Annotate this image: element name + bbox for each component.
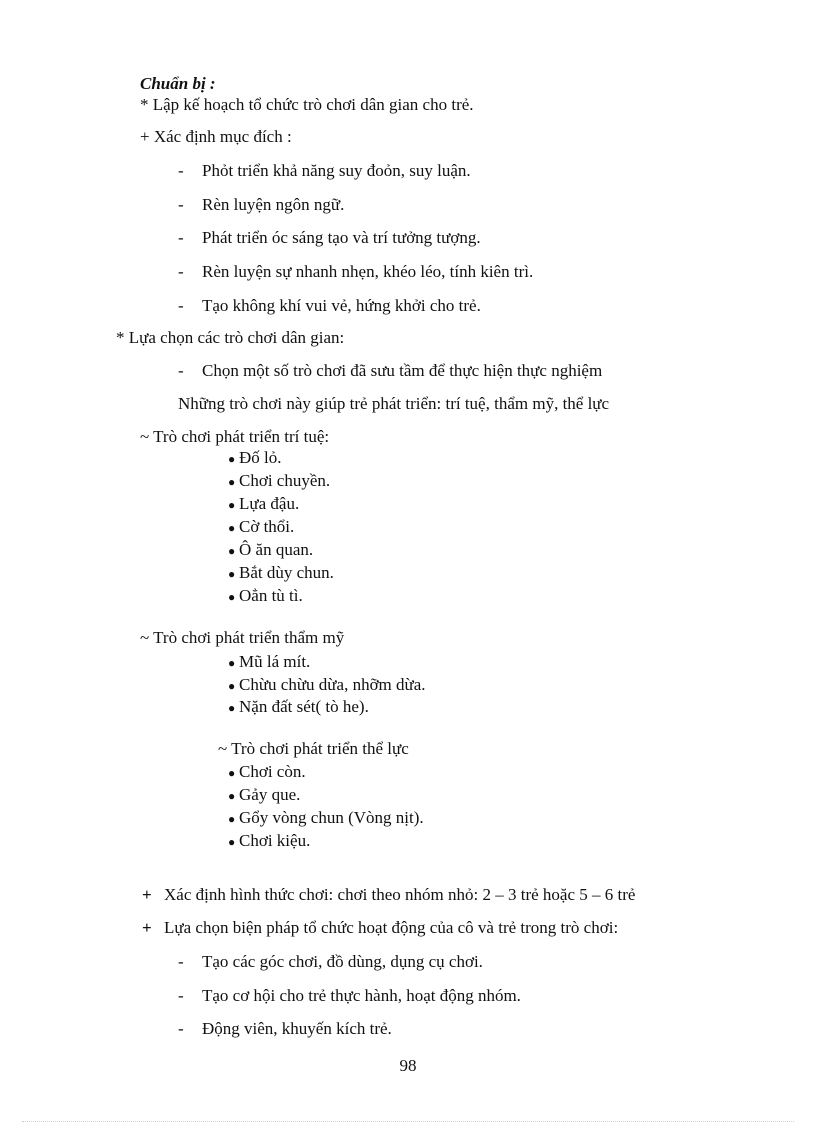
bullet-icon: ● — [228, 521, 236, 535]
method-text: Tạo cơ hội cho trẻ thực hành, hoạt động nhóm. — [202, 986, 521, 1005]
intellect-item: ● Bắt dùy chun. — [228, 563, 334, 582]
bullet-icon: ● — [228, 452, 236, 466]
bullet-icon: ● — [228, 544, 236, 558]
purpose-item — [178, 262, 533, 282]
bullet-icon: ● — [228, 812, 236, 826]
bullet-icon: ● — [228, 498, 236, 512]
method-text: Động viên, khuyến kích trẻ. — [202, 1019, 392, 1038]
bullet-icon: ● — [228, 701, 236, 715]
purpose-item — [178, 296, 481, 316]
play-form-text: Xác định hình thức chơi: chơi theo nhóm nhỏ: 2 – 3 trẻ hoặc 5 – 6 trẻ — [164, 885, 636, 904]
play-form-line — [142, 885, 635, 905]
intellect-item: ● Chơi chuyền. — [228, 471, 331, 490]
intellect-item: ● Oẳn tù tì. — [228, 586, 303, 605]
aesthetic-item: ● Mũ lá mít. — [228, 652, 311, 671]
aesthetic-item: ● Chừu chừu dừa, nhỡm dừa. — [228, 675, 426, 694]
dash-marker: - — [178, 986, 184, 1005]
dash-marker: - — [178, 228, 184, 247]
intellect-item: ● Lựa đậu. — [228, 494, 300, 513]
intellect-group-title: ~ Trò chơi phát triển trí tuệ: — [140, 427, 330, 446]
selection-title: * Lựa chọn các trò chơi dân gian: — [116, 328, 345, 347]
dash-marker: - — [178, 1019, 184, 1038]
selection-text: Chọn một số trò chơi đã sưu tầm để thực hiện thực nghiệm — [202, 361, 603, 380]
plan-title: * Lập kế hoạch tổ chức trò chơi dân gian cho trẻ. — [140, 95, 474, 114]
methods-title-line — [142, 918, 618, 938]
page-number: 98 — [399, 1056, 417, 1075]
bullet-icon: ● — [228, 475, 236, 489]
dash-marker: - — [178, 952, 184, 971]
purpose-item — [178, 195, 344, 215]
physical-item: ● Chơi còn. — [228, 762, 306, 781]
physical-item: ● Chơi kiệu. — [228, 831, 311, 850]
methods-title-text: Lựa chọn biện pháp tổ chức hoạt động của cô và trẻ trong trò chơi: — [164, 918, 619, 937]
section-heading: Chuẩn bị : — [140, 74, 216, 93]
bullet-icon: ● — [228, 789, 236, 803]
purpose-text: Tạo không khí vui vẻ, hứng khởi cho trẻ. — [202, 296, 481, 315]
bullet-icon: ● — [228, 679, 236, 693]
purpose-text: Rèn luyện ngôn ngữ. — [202, 195, 345, 214]
purpose-item — [178, 161, 471, 181]
intellect-item: ● Đố lỏ. — [228, 448, 282, 467]
dash-marker: - — [178, 361, 184, 380]
bullet-icon: ● — [228, 567, 236, 581]
plus-marker: + — [142, 918, 152, 937]
method-item — [178, 986, 521, 1006]
dash-marker: - — [178, 296, 184, 315]
purpose-item — [178, 228, 481, 248]
method-item — [178, 952, 483, 972]
footer-divider — [22, 1121, 794, 1122]
method-item — [178, 1019, 392, 1039]
dash-marker: - — [178, 262, 184, 281]
bullet-icon: ● — [228, 766, 236, 780]
physical-group-title: ~ Trò chơi phát triển thể lực — [218, 739, 409, 758]
bullet-icon: ● — [228, 835, 236, 849]
plus-marker: + — [142, 885, 152, 904]
purpose-text: Rèn luyện sự nhanh nhẹn, khéo léo, tính kiên trì. — [202, 262, 534, 281]
selection-item — [178, 361, 602, 381]
bullet-icon: ● — [228, 656, 236, 670]
aesthetic-item: ● Nặn đất sét( tò he). — [228, 697, 369, 716]
purpose-title: + Xác định mục đích : — [140, 127, 292, 146]
purpose-text: Phát triển óc sáng tạo và trí tưởng tượng. — [202, 228, 481, 247]
aesthetic-group-title: ~ Trò chơi phát triển thẩm mỹ — [140, 628, 345, 647]
physical-item: ● Gổy vòng chun (Vòng nịt). — [228, 808, 424, 827]
dash-marker: - — [178, 161, 184, 180]
dash-marker: - — [178, 195, 184, 214]
bullet-icon: ● — [228, 590, 236, 604]
intellect-item: ● Ô ăn quan. — [228, 540, 314, 559]
selection-note: Những trò chơi này giúp trẻ phát triển: trí tuệ, thẩm mỹ, thể lực — [178, 394, 610, 413]
physical-item: ● Gảy que. — [228, 785, 301, 804]
purpose-text: Phỏt triển khả năng suy đoỏn, suy luận. — [202, 161, 471, 180]
intellect-item: ● Cờ thổi. — [228, 517, 295, 536]
method-text: Tạo các góc chơi, đồ dùng, dụng cụ chơi. — [202, 952, 483, 971]
